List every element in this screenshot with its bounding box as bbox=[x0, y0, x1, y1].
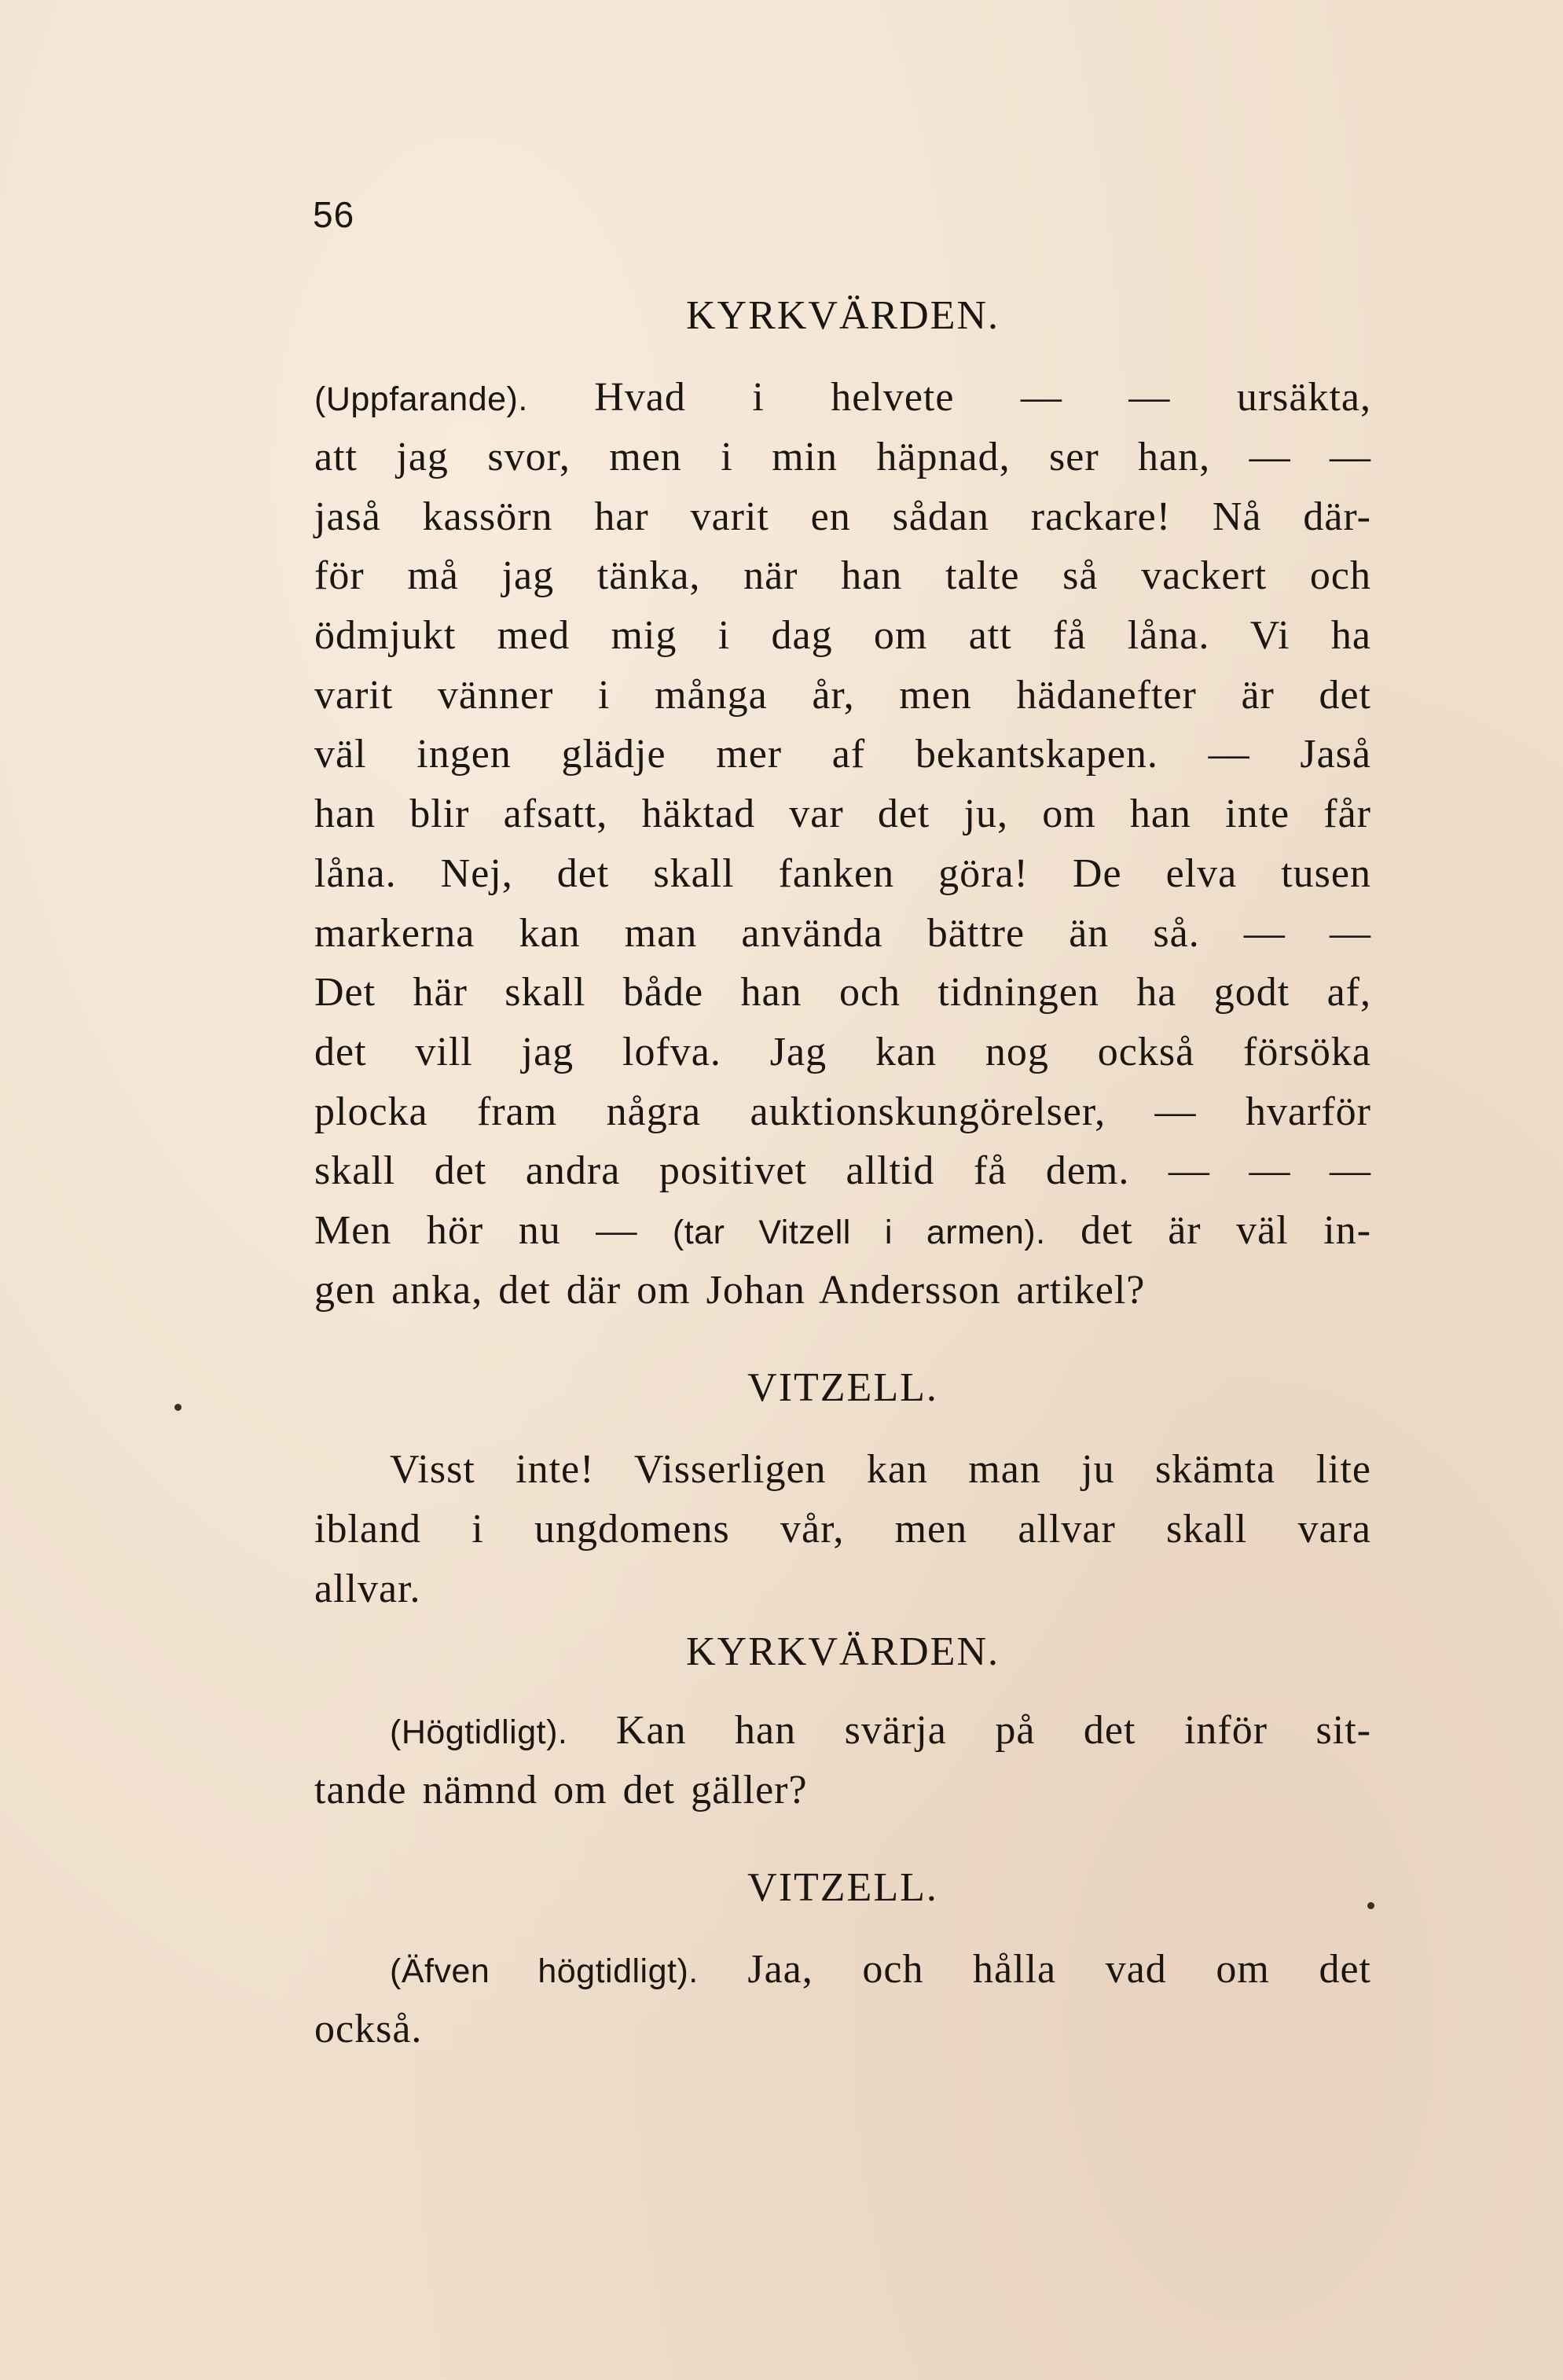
speech-text: Men hör nu — bbox=[314, 1208, 638, 1253]
speech-line: tande nämnd om det gäller? bbox=[314, 1768, 808, 1813]
speech-line: ödmjukt med mig i dag om att få låna. Vi ha bbox=[314, 613, 1371, 658]
speech-text: Kan han svärja på det inför sit- bbox=[615, 1708, 1372, 1753]
speech-line: för må jag tänka, när han talte så vackert och bbox=[314, 553, 1371, 598]
speech-line: också. bbox=[314, 2007, 423, 2051]
speech-line bbox=[314, 374, 1371, 421]
speech-text: det är väl in- bbox=[1081, 1208, 1372, 1253]
speaker-heading-vitzell: VITZELL. bbox=[747, 1365, 938, 1410]
stage-direction: (Högtidligt). bbox=[390, 1713, 568, 1751]
speech-line: plocka fram några auktionskungörelser, — hvarför bbox=[314, 1089, 1371, 1134]
speech-line: jaså kassörn har varit en sådan rackare! Nå där- bbox=[314, 494, 1371, 539]
speaker-heading-kyrkvarden: KYRKVÄRDEN. bbox=[686, 293, 1000, 338]
page-number: 56 bbox=[313, 194, 355, 235]
speech-line: ibland i ungdomens vår, men allvar skall vara bbox=[314, 1507, 1371, 1552]
speech-line: Visst inte! Visserligen kan man ju skämta lite bbox=[390, 1447, 1371, 1492]
stage-direction: (tar Vitzell i armen). bbox=[672, 1214, 1046, 1251]
speaker-heading-kyrkvarden: KYRKVÄRDEN. bbox=[686, 1629, 1000, 1674]
speech-text: Hvad i helvete — — ursäkta, bbox=[594, 375, 1371, 420]
speech-line: att jag svor, men i min häpnad, ser han, — — bbox=[314, 435, 1371, 479]
ink-speck bbox=[1367, 1902, 1374, 1909]
speech-line: väl ingen glädje mer af bekantskapen. — Jaså bbox=[314, 732, 1371, 777]
speech-line bbox=[390, 1707, 1371, 1754]
speech-line: markerna kan man använda bättre än så. — — bbox=[314, 911, 1371, 956]
ink-speck bbox=[174, 1404, 182, 1411]
speech-line bbox=[314, 1207, 1371, 1254]
speech-line: varit vänner i många år, men hädanefter är det bbox=[314, 673, 1371, 718]
stage-direction: (Uppfarande). bbox=[314, 380, 528, 418]
speech-text: Jaa, och hålla vad om det bbox=[747, 1947, 1372, 1992]
speech-line: allvar. bbox=[314, 1566, 421, 1611]
speech-line bbox=[390, 1946, 1371, 1993]
speech-line: det vill jag lofva. Jag kan nog också försöka bbox=[314, 1030, 1371, 1074]
speech-line: gen anka, det där om Johan Andersson artikel? bbox=[314, 1268, 1146, 1313]
speech-line: han blir afsatt, häktad var det ju, om han inte får bbox=[314, 791, 1371, 836]
speech-line: låna. Nej, det skall fanken göra! De elva tusen bbox=[314, 851, 1371, 896]
speech-line: Det här skall både han och tidningen ha godt af, bbox=[314, 970, 1371, 1015]
speech-line: skall det andra positivet alltid få dem. — — — bbox=[314, 1148, 1371, 1193]
speaker-heading-vitzell: VITZELL. bbox=[747, 1865, 938, 1910]
stage-direction: (Äfven högtidligt). bbox=[390, 1952, 699, 1990]
